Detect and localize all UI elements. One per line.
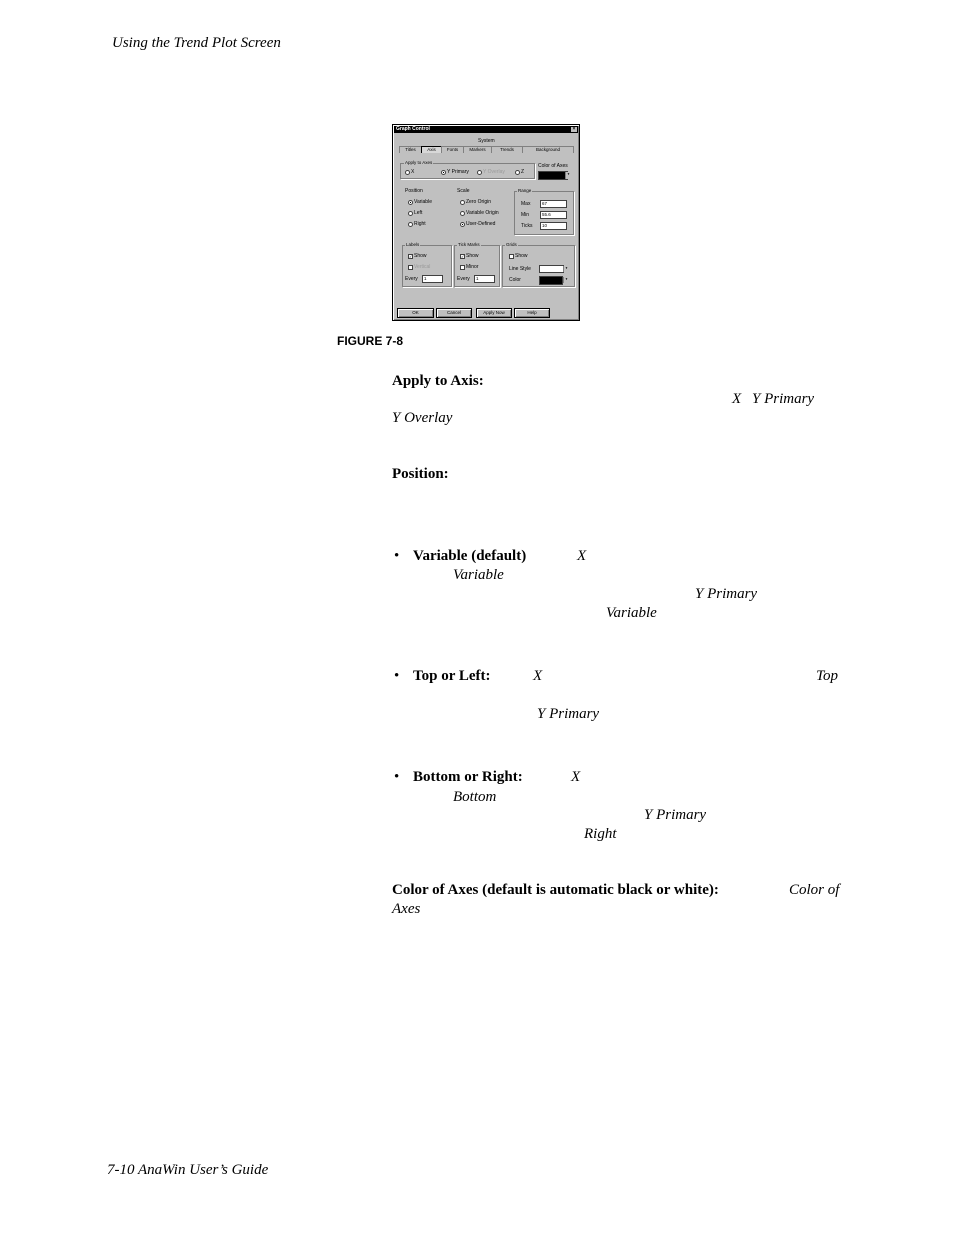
radio-x-label: X: [411, 169, 415, 175]
running-head: Using the Trend Plot Screen: [112, 35, 281, 51]
position-heading: Position:: [392, 466, 449, 482]
chevron-down-icon[interactable]: ▼: [565, 172, 571, 179]
radio-scale-user-defined[interactable]: [460, 222, 465, 227]
grids-line-style-label: Line Style: [509, 266, 531, 272]
radio-scale-user-defined-label: User-Defined: [466, 221, 496, 227]
help-button[interactable]: Help: [514, 308, 550, 318]
radio-y-overlay-label: Y Overlay: [483, 169, 505, 175]
bottom-term: Bottom: [453, 789, 497, 805]
tick-marks-show-label: Show: [466, 253, 479, 259]
tick-marks-show-checkbox[interactable]: ✓: [461, 254, 465, 259]
cancel-button[interactable]: Cancel: [436, 308, 472, 318]
variable-lead: Variable (default): [413, 548, 527, 564]
apply-now-button[interactable]: Apply Now: [476, 308, 512, 318]
ok-button[interactable]: OK: [397, 308, 434, 318]
labels-show-label: Show: [414, 253, 427, 259]
variable-x-term: X: [577, 548, 587, 564]
radio-position-left-label: Left: [414, 210, 423, 216]
range-max-input[interactable]: 67: [540, 200, 567, 208]
grids-line-style-select[interactable]: [539, 265, 564, 273]
tab-markers[interactable]: Markers: [463, 146, 492, 153]
radio-y-primary-label: Y Primary: [447, 169, 469, 175]
radio-scale-zero-origin-label: Zero Origin: [466, 199, 492, 205]
bullet: •: [394, 548, 400, 564]
tick-marks-minor-label: Minor: [466, 264, 479, 270]
apply-to-axes-label: Apply to Axes: [405, 160, 433, 165]
tick-marks-every-input[interactable]: 1: [474, 275, 495, 283]
graph-control-dialog: [392, 124, 580, 321]
apply-y-overlay-term: Y Overlay: [392, 410, 453, 426]
labels-group-label: Labels: [406, 242, 420, 247]
grids-color-label: Color: [509, 277, 521, 283]
radio-scale-zero-origin[interactable]: [460, 200, 465, 205]
radio-y-primary[interactable]: [441, 170, 446, 175]
radio-position-variable[interactable]: [408, 200, 413, 205]
apply-y-primary-term: Y Primary: [752, 391, 815, 407]
grids-show-checkbox[interactable]: [509, 254, 514, 259]
scale-label: Scale: [457, 188, 470, 194]
chevron-down-icon[interactable]: ▼: [565, 277, 568, 281]
right-term: Right: [584, 826, 617, 842]
position-label: Position: [405, 188, 423, 194]
color-of-axes-label: Color of Axes: [538, 163, 568, 169]
radio-y-overlay[interactable]: [477, 170, 482, 175]
labels-show-checkbox[interactable]: ✓: [409, 254, 413, 259]
apply-x-term: X: [732, 391, 742, 407]
color-of-axes-term-1: Color of: [789, 882, 840, 898]
radio-x[interactable]: [405, 170, 410, 175]
top-term: Top: [816, 668, 838, 684]
dialog-title: Graph Control: [396, 126, 430, 132]
labels-every-input[interactable]: 1: [422, 275, 443, 283]
top-left-y-primary-term: Y Primary: [537, 706, 600, 722]
page-footer: 7-10 AnaWin User’s Guide: [107, 1162, 269, 1178]
range-label: Range: [518, 188, 532, 193]
variable-term-2: Variable: [606, 605, 657, 621]
tick-marks-every-label: Every: [457, 276, 470, 282]
tick-marks-minor-checkbox[interactable]: [460, 265, 465, 270]
tab-trends[interactable]: Trends: [491, 146, 523, 153]
radio-z-label: Z: [521, 169, 525, 175]
figure-caption: FIGURE 7-8: [337, 334, 404, 348]
bullet: •: [394, 769, 400, 785]
labels-every-label: Every: [405, 276, 418, 282]
grids-color-picker[interactable]: [539, 276, 563, 285]
tick-marks-label: Tick Marks: [458, 242, 480, 247]
range-min-input[interactable]: 55.6: [540, 211, 567, 219]
grids-show-label: Show: [515, 253, 528, 259]
bottom-right-x-term: X: [571, 769, 581, 785]
bottom-right-lead: Bottom or Right:: [413, 769, 523, 785]
variable-y-primary-term: Y Primary: [695, 586, 758, 602]
radio-scale-variable-origin[interactable]: [460, 211, 465, 216]
variable-term-1: Variable: [453, 567, 504, 583]
bottom-right-y-primary-term: Y Primary: [644, 807, 707, 823]
tab-background[interactable]: Background: [522, 146, 574, 153]
radio-position-right[interactable]: [408, 222, 413, 227]
top-left-lead: Top or Left:: [413, 668, 491, 684]
labels-vertical-checkbox[interactable]: [408, 265, 413, 270]
radio-z[interactable]: [515, 170, 520, 175]
color-of-axes-lead: Color of Axes (default is automatic black or white):: [392, 882, 719, 898]
apply-heading: Apply to Axis:: [392, 373, 484, 389]
tab-fonts[interactable]: Fonts: [441, 146, 464, 153]
radio-position-left[interactable]: [408, 211, 413, 216]
tab-titles[interactable]: Titles: [399, 146, 422, 153]
radio-position-right-label: Right: [414, 221, 426, 227]
grids-label: Grids: [506, 242, 517, 247]
radio-position-variable-label: Variable: [414, 199, 432, 205]
close-icon[interactable]: ×: [572, 126, 576, 132]
dialog-title-bar: [394, 126, 578, 133]
color-of-axes-picker[interactable]: [538, 171, 568, 180]
top-left-x-term: X: [533, 668, 543, 684]
system-label: System: [478, 138, 495, 144]
labels-vertical-label: Vertical: [414, 264, 431, 270]
range-min-label: Min: [521, 212, 530, 218]
range-ticks-label: Ticks: [521, 223, 533, 229]
range-ticks-input[interactable]: 10: [540, 222, 567, 230]
range-max-label: Max: [521, 201, 531, 207]
chevron-down-icon[interactable]: ▼: [565, 266, 568, 270]
bullet: •: [394, 668, 400, 684]
color-of-axes-term-2: Axes: [392, 901, 421, 917]
radio-scale-variable-origin-label: Variable Origin: [466, 210, 499, 216]
tab-axis[interactable]: Axis: [421, 146, 442, 153]
